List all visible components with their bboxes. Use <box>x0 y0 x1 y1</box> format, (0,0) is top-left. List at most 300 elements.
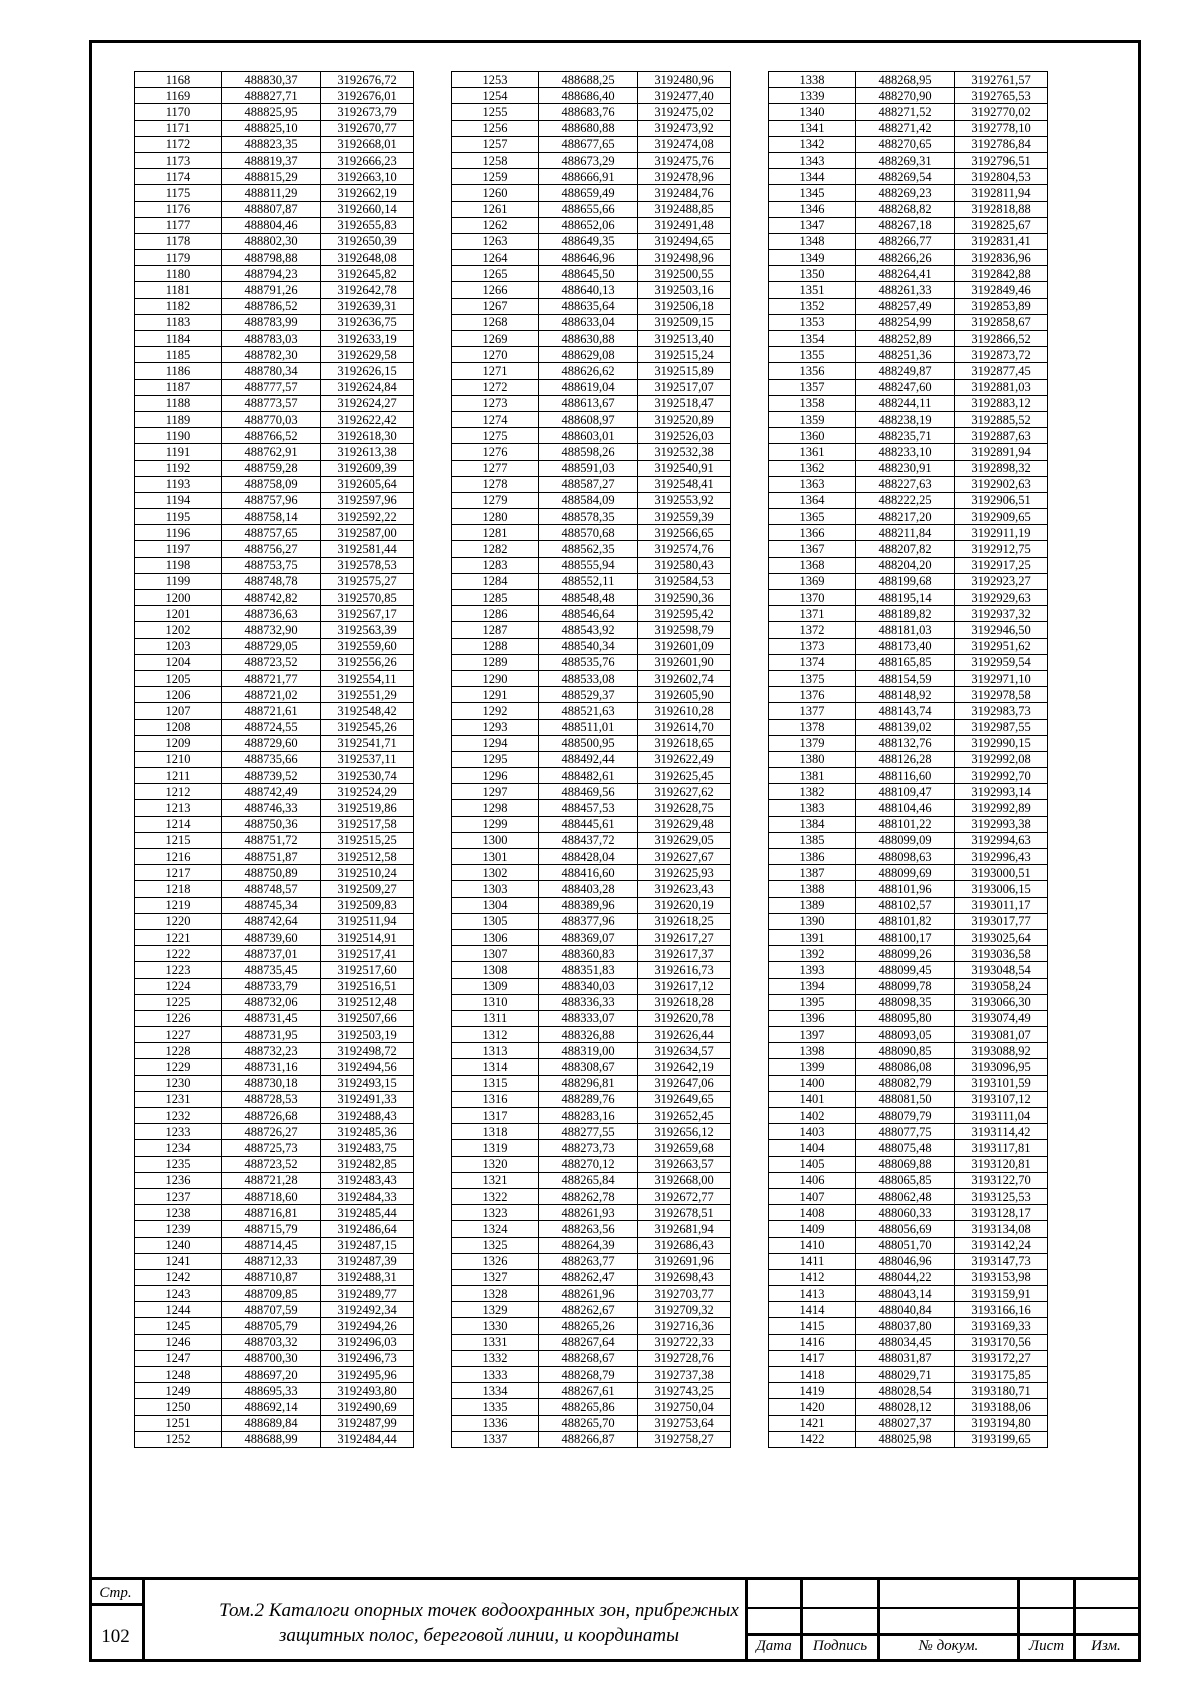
y-coordinate-cell: 3192722,33 <box>638 1334 731 1350</box>
y-coordinate-cell: 3192929,63 <box>955 590 1048 606</box>
table-row <box>769 590 1048 606</box>
y-coordinate-cell: 3192698,43 <box>638 1269 731 1285</box>
y-coordinate-cell: 3192634,57 <box>638 1043 731 1059</box>
y-coordinate-cell: 3192923,27 <box>955 573 1048 589</box>
point-number-cell: 1283 <box>452 557 539 573</box>
point-number-cell: 1269 <box>452 331 539 347</box>
point-number-cell: 1367 <box>769 541 856 557</box>
table-row <box>452 282 731 298</box>
x-coordinate-cell: 488748,78 <box>222 573 321 589</box>
y-coordinate-cell: 3192526,03 <box>638 428 731 444</box>
point-number-cell: 1278 <box>452 476 539 492</box>
y-coordinate-cell: 3192645,82 <box>321 266 414 282</box>
table-row <box>452 72 731 88</box>
y-coordinate-cell: 3192618,30 <box>321 428 414 444</box>
table-row <box>135 104 414 120</box>
document-title-line-1: Том.2 Каталоги опорных точек водоохранных зон, прибрежных <box>219 1600 739 1621</box>
point-number-cell: 1399 <box>769 1059 856 1075</box>
point-number-cell: 1284 <box>452 573 539 589</box>
table-row <box>135 1383 414 1399</box>
point-number-cell: 1397 <box>769 1027 856 1043</box>
table-row <box>452 978 731 994</box>
table-row <box>769 670 1048 686</box>
point-number-cell: 1419 <box>769 1383 856 1399</box>
y-coordinate-cell: 3192716,36 <box>638 1318 731 1334</box>
table-row <box>452 1350 731 1366</box>
table-row <box>135 1415 414 1431</box>
x-coordinate-cell: 488745,34 <box>222 897 321 913</box>
y-coordinate-cell: 3193147,73 <box>955 1253 1048 1269</box>
x-coordinate-cell: 488608,97 <box>539 411 638 427</box>
table-row <box>135 994 414 1010</box>
table-row <box>452 331 731 347</box>
table-row <box>769 994 1048 1010</box>
table-row <box>769 751 1048 767</box>
x-coordinate-cell: 488126,28 <box>856 751 955 767</box>
x-coordinate-cell: 488770,03 <box>222 411 321 427</box>
point-number-cell: 1199 <box>135 573 222 589</box>
y-coordinate-cell: 3192818,88 <box>955 201 1048 217</box>
y-coordinate-cell: 3192673,79 <box>321 104 414 120</box>
table-row <box>769 735 1048 751</box>
x-coordinate-cell: 488025,98 <box>856 1431 955 1447</box>
y-coordinate-cell: 3192516,51 <box>321 978 414 994</box>
table-row <box>135 363 414 379</box>
table-row <box>769 347 1048 363</box>
x-coordinate-cell: 488652,06 <box>539 217 638 233</box>
point-number-cell: 1383 <box>769 800 856 816</box>
x-coordinate-cell: 488482,61 <box>539 768 638 784</box>
point-number-cell: 1387 <box>769 865 856 881</box>
point-number-cell: 1246 <box>135 1334 222 1350</box>
table-row <box>135 768 414 784</box>
point-number-cell: 1279 <box>452 492 539 508</box>
point-number-cell: 1185 <box>135 347 222 363</box>
y-coordinate-cell: 3192825,67 <box>955 217 1048 233</box>
x-coordinate-cell: 488703,32 <box>222 1334 321 1350</box>
table-row <box>452 832 731 848</box>
point-number-cell: 1190 <box>135 428 222 444</box>
y-coordinate-cell: 3193011,17 <box>955 897 1048 913</box>
y-coordinate-cell: 3192605,64 <box>321 476 414 492</box>
point-number-cell: 1259 <box>452 169 539 185</box>
point-number-cell: 1184 <box>135 331 222 347</box>
y-coordinate-cell: 3192660,14 <box>321 201 414 217</box>
y-coordinate-cell: 3192494,65 <box>638 233 731 249</box>
y-coordinate-cell: 3192487,39 <box>321 1253 414 1269</box>
point-number-cell: 1312 <box>452 1027 539 1043</box>
y-coordinate-cell: 3192602,74 <box>638 670 731 686</box>
x-coordinate-cell: 488230,91 <box>856 460 955 476</box>
point-number-cell: 1211 <box>135 768 222 784</box>
x-coordinate-cell: 488264,41 <box>856 266 955 282</box>
y-coordinate-cell: 3192496,73 <box>321 1350 414 1366</box>
table-row <box>452 994 731 1010</box>
x-coordinate-cell: 488081,50 <box>856 1091 955 1107</box>
table-row <box>769 1399 1048 1415</box>
x-coordinate-cell: 488099,26 <box>856 946 955 962</box>
x-coordinate-cell: 488075,48 <box>856 1140 955 1156</box>
x-coordinate-cell: 488546,64 <box>539 606 638 622</box>
x-coordinate-cell: 488729,60 <box>222 735 321 751</box>
y-coordinate-cell: 3192512,58 <box>321 849 414 865</box>
table-row <box>135 881 414 897</box>
y-coordinate-cell: 3192627,62 <box>638 784 731 800</box>
table-row <box>769 1237 1048 1253</box>
x-coordinate-cell: 488578,35 <box>539 509 638 525</box>
table-row <box>769 217 1048 233</box>
table-row <box>452 298 731 314</box>
x-coordinate-cell: 488739,60 <box>222 929 321 945</box>
table-row <box>135 525 414 541</box>
x-coordinate-cell: 488233,10 <box>856 444 955 460</box>
point-number-cell: 1256 <box>452 120 539 136</box>
y-coordinate-cell: 3192487,99 <box>321 1415 414 1431</box>
table-row <box>135 557 414 573</box>
table-row <box>452 735 731 751</box>
table-row <box>135 962 414 978</box>
x-coordinate-cell: 488247,60 <box>856 379 955 395</box>
table-row <box>769 1415 1048 1431</box>
x-coordinate-cell: 488265,86 <box>539 1399 638 1415</box>
x-coordinate-cell: 488102,57 <box>856 897 955 913</box>
table-row <box>452 590 731 606</box>
y-coordinate-cell: 3192836,96 <box>955 250 1048 266</box>
y-coordinate-cell: 3192898,32 <box>955 460 1048 476</box>
x-coordinate-cell: 488723,52 <box>222 654 321 670</box>
point-number-cell: 1261 <box>452 201 539 217</box>
x-coordinate-cell: 488082,79 <box>856 1075 955 1091</box>
table-row <box>452 1367 731 1383</box>
y-coordinate-cell: 3192628,75 <box>638 800 731 816</box>
table-row <box>135 1188 414 1204</box>
x-coordinate-cell: 488758,09 <box>222 476 321 492</box>
y-coordinate-cell: 3192906,51 <box>955 492 1048 508</box>
table-row <box>769 1059 1048 1075</box>
y-coordinate-cell: 3192530,74 <box>321 768 414 784</box>
x-coordinate-cell: 488132,76 <box>856 735 955 751</box>
table-row <box>135 1108 414 1124</box>
x-coordinate-cell: 488709,85 <box>222 1286 321 1302</box>
y-coordinate-cell: 3192609,39 <box>321 460 414 476</box>
point-number-cell: 1218 <box>135 881 222 897</box>
x-coordinate-cell: 488469,56 <box>539 784 638 800</box>
table-row <box>452 136 731 152</box>
point-number-cell: 1370 <box>769 590 856 606</box>
y-coordinate-cell: 3192873,72 <box>955 347 1048 363</box>
x-coordinate-cell: 488109,47 <box>856 784 955 800</box>
point-number-cell: 1319 <box>452 1140 539 1156</box>
point-number-cell: 1382 <box>769 784 856 800</box>
point-number-cell: 1212 <box>135 784 222 800</box>
y-coordinate-cell: 3192541,71 <box>321 735 414 751</box>
y-coordinate-cell: 3192483,43 <box>321 1172 414 1188</box>
x-coordinate-cell: 488827,71 <box>222 88 321 104</box>
table-row <box>452 476 731 492</box>
point-number-cell: 1381 <box>769 768 856 784</box>
table-row <box>769 282 1048 298</box>
y-coordinate-cell: 3192581,44 <box>321 541 414 557</box>
table-row <box>135 849 414 865</box>
x-coordinate-cell: 488587,27 <box>539 476 638 492</box>
point-number-cell: 1290 <box>452 670 539 686</box>
y-coordinate-cell: 3192489,77 <box>321 1286 414 1302</box>
table-row <box>769 152 1048 168</box>
x-coordinate-cell: 488680,88 <box>539 120 638 136</box>
table-row <box>452 654 731 670</box>
table-row <box>452 492 731 508</box>
point-number-cell: 1394 <box>769 978 856 994</box>
table-row <box>135 784 414 800</box>
point-number-cell: 1413 <box>769 1286 856 1302</box>
grid-line-1 <box>745 1607 1138 1609</box>
point-number-cell: 1203 <box>135 638 222 654</box>
y-coordinate-cell: 3193036,58 <box>955 946 1048 962</box>
x-coordinate-cell: 488721,61 <box>222 703 321 719</box>
y-coordinate-cell: 3192642,19 <box>638 1059 731 1075</box>
document-title-line-2: защитных полос, береговой линии, и координаты <box>278 1625 679 1646</box>
x-coordinate-cell: 488037,80 <box>856 1318 955 1334</box>
point-number-cell: 1277 <box>452 460 539 476</box>
y-coordinate-cell: 3192567,17 <box>321 606 414 622</box>
y-coordinate-cell: 3192691,96 <box>638 1253 731 1269</box>
table-row <box>452 347 731 363</box>
y-coordinate-cell: 3192480,96 <box>638 72 731 88</box>
y-coordinate-cell: 3192881,03 <box>955 379 1048 395</box>
table-row <box>452 428 731 444</box>
table-row <box>135 136 414 152</box>
x-coordinate-cell: 488308,67 <box>539 1059 638 1075</box>
x-coordinate-cell: 488683,76 <box>539 104 638 120</box>
point-number-cell: 1369 <box>769 573 856 589</box>
y-coordinate-cell: 3192601,09 <box>638 638 731 654</box>
table-row <box>135 233 414 249</box>
point-number-cell: 1216 <box>135 849 222 865</box>
x-coordinate-cell: 488548,48 <box>539 590 638 606</box>
y-coordinate-cell: 3192518,47 <box>638 395 731 411</box>
y-coordinate-cell: 3193166,16 <box>955 1302 1048 1318</box>
point-number-cell: 1286 <box>452 606 539 622</box>
point-number-cell: 1373 <box>769 638 856 654</box>
table-row <box>452 913 731 929</box>
y-coordinate-cell: 3192491,33 <box>321 1091 414 1107</box>
table-row <box>135 1286 414 1302</box>
y-coordinate-cell: 3192627,67 <box>638 849 731 865</box>
point-number-cell: 1264 <box>452 250 539 266</box>
point-number-cell: 1305 <box>452 913 539 929</box>
x-coordinate-cell: 488099,09 <box>856 832 955 848</box>
point-number-cell: 1377 <box>769 703 856 719</box>
x-coordinate-cell: 488086,08 <box>856 1059 955 1075</box>
point-number-cell: 1388 <box>769 881 856 897</box>
y-coordinate-cell: 3192626,44 <box>638 1027 731 1043</box>
point-number-cell: 1360 <box>769 428 856 444</box>
table-row <box>452 1156 731 1172</box>
x-coordinate-cell: 488389,96 <box>539 897 638 913</box>
x-coordinate-cell: 488148,92 <box>856 687 955 703</box>
table-row <box>769 88 1048 104</box>
x-coordinate-cell: 488630,88 <box>539 331 638 347</box>
point-number-cell: 1168 <box>135 72 222 88</box>
y-coordinate-cell: 3192618,65 <box>638 735 731 751</box>
x-coordinate-cell: 488750,36 <box>222 816 321 832</box>
y-coordinate-cell: 3192620,78 <box>638 1010 731 1026</box>
y-coordinate-cell: 3192877,45 <box>955 363 1048 379</box>
x-coordinate-cell: 488786,52 <box>222 298 321 314</box>
y-coordinate-cell: 3192978,58 <box>955 687 1048 703</box>
table-row <box>769 1075 1048 1091</box>
point-number-cell: 1338 <box>769 72 856 88</box>
table-row <box>769 1140 1048 1156</box>
y-coordinate-cell: 3192629,48 <box>638 816 731 832</box>
y-coordinate-cell: 3192487,15 <box>321 1237 414 1253</box>
y-coordinate-cell: 3192811,94 <box>955 185 1048 201</box>
x-coordinate-cell: 488746,33 <box>222 800 321 816</box>
y-coordinate-cell: 3193159,91 <box>955 1286 1048 1302</box>
table-row <box>452 557 731 573</box>
y-coordinate-cell: 3192670,77 <box>321 120 414 136</box>
y-coordinate-cell: 3192659,68 <box>638 1140 731 1156</box>
x-coordinate-cell: 488811,29 <box>222 185 321 201</box>
point-number-cell: 1380 <box>769 751 856 767</box>
x-coordinate-cell: 488535,76 <box>539 654 638 670</box>
x-coordinate-cell: 488533,08 <box>539 670 638 686</box>
table-row <box>769 201 1048 217</box>
x-coordinate-cell: 488773,57 <box>222 395 321 411</box>
y-coordinate-cell: 3192507,66 <box>321 1010 414 1026</box>
y-coordinate-cell: 3192662,19 <box>321 185 414 201</box>
x-coordinate-cell: 488090,85 <box>856 1043 955 1059</box>
point-number-cell: 1175 <box>135 185 222 201</box>
x-coordinate-cell: 488529,37 <box>539 687 638 703</box>
x-coordinate-cell: 488700,30 <box>222 1350 321 1366</box>
y-coordinate-cell: 3192554,11 <box>321 670 414 686</box>
x-coordinate-cell: 488263,56 <box>539 1221 638 1237</box>
x-coordinate-cell: 488266,26 <box>856 250 955 266</box>
point-number-cell: 1233 <box>135 1124 222 1140</box>
y-coordinate-cell: 3192761,57 <box>955 72 1048 88</box>
x-coordinate-cell: 488584,09 <box>539 492 638 508</box>
y-coordinate-cell: 3192488,85 <box>638 201 731 217</box>
y-coordinate-cell: 3192858,67 <box>955 314 1048 330</box>
x-coordinate-cell: 488265,26 <box>539 1318 638 1334</box>
y-coordinate-cell: 3192639,31 <box>321 298 414 314</box>
point-number-cell: 1313 <box>452 1043 539 1059</box>
y-coordinate-cell: 3192590,36 <box>638 590 731 606</box>
y-coordinate-cell: 3192597,96 <box>321 492 414 508</box>
y-coordinate-cell: 3192796,51 <box>955 152 1048 168</box>
point-number-cell: 1345 <box>769 185 856 201</box>
y-coordinate-cell: 3192678,51 <box>638 1205 731 1221</box>
coordinates-table-1 <box>134 71 414 1448</box>
x-coordinate-cell: 488264,39 <box>539 1237 638 1253</box>
table-row <box>769 978 1048 994</box>
x-coordinate-cell: 488804,46 <box>222 217 321 233</box>
x-coordinate-cell: 488154,59 <box>856 670 955 686</box>
x-coordinate-cell: 488211,84 <box>856 525 955 541</box>
point-number-cell: 1349 <box>769 250 856 266</box>
x-coordinate-cell: 488825,10 <box>222 120 321 136</box>
table-row <box>769 1302 1048 1318</box>
x-coordinate-cell: 488101,22 <box>856 816 955 832</box>
point-number-cell: 1359 <box>769 411 856 427</box>
y-coordinate-cell: 3192912,75 <box>955 541 1048 557</box>
point-number-cell: 1241 <box>135 1253 222 1269</box>
table-row <box>769 509 1048 525</box>
x-coordinate-cell: 488351,83 <box>539 962 638 978</box>
point-number-cell: 1354 <box>769 331 856 347</box>
y-coordinate-cell: 3192493,15 <box>321 1075 414 1091</box>
table-row <box>452 687 731 703</box>
x-coordinate-cell: 488635,64 <box>539 298 638 314</box>
point-number-cell: 1231 <box>135 1091 222 1107</box>
point-number-cell: 1308 <box>452 962 539 978</box>
x-coordinate-cell: 488735,45 <box>222 962 321 978</box>
point-number-cell: 1420 <box>769 1399 856 1415</box>
x-coordinate-cell: 488437,72 <box>539 832 638 848</box>
point-number-cell: 1172 <box>135 136 222 152</box>
point-number-cell: 1389 <box>769 897 856 913</box>
point-number-cell: 1232 <box>135 1108 222 1124</box>
x-coordinate-cell: 488794,23 <box>222 266 321 282</box>
point-number-cell: 1353 <box>769 314 856 330</box>
point-number-cell: 1405 <box>769 1156 856 1172</box>
point-number-cell: 1336 <box>452 1415 539 1431</box>
table-row <box>135 929 414 945</box>
x-coordinate-cell: 488695,33 <box>222 1383 321 1399</box>
x-coordinate-cell: 488062,48 <box>856 1188 955 1204</box>
table-row <box>452 946 731 962</box>
x-coordinate-cell: 488807,87 <box>222 201 321 217</box>
x-coordinate-cell: 488739,52 <box>222 768 321 784</box>
table-row <box>769 800 1048 816</box>
table-row <box>769 1010 1048 1026</box>
y-coordinate-cell: 3192987,55 <box>955 719 1048 735</box>
table-row <box>135 735 414 751</box>
coordinates-table-3 <box>768 71 1048 1448</box>
point-number-cell: 1297 <box>452 784 539 800</box>
table-row <box>135 1367 414 1383</box>
point-number-cell: 1421 <box>769 1415 856 1431</box>
point-number-cell: 1222 <box>135 946 222 962</box>
x-coordinate-cell: 488093,05 <box>856 1027 955 1043</box>
table-row <box>452 1027 731 1043</box>
point-number-cell: 1183 <box>135 314 222 330</box>
x-coordinate-cell: 488027,37 <box>856 1415 955 1431</box>
table-row <box>769 72 1048 88</box>
table-row <box>452 1108 731 1124</box>
point-number-cell: 1294 <box>452 735 539 751</box>
table-row <box>135 201 414 217</box>
y-coordinate-cell: 3192559,39 <box>638 509 731 525</box>
y-coordinate-cell: 3192595,42 <box>638 606 731 622</box>
point-number-cell: 1217 <box>135 865 222 881</box>
y-coordinate-cell: 3192804,53 <box>955 169 1048 185</box>
x-coordinate-cell: 488712,33 <box>222 1253 321 1269</box>
y-coordinate-cell: 3193172,27 <box>955 1350 1048 1366</box>
x-coordinate-cell: 488319,00 <box>539 1043 638 1059</box>
table-row <box>452 638 731 654</box>
y-coordinate-cell: 3192672,77 <box>638 1188 731 1204</box>
point-number-cell: 1327 <box>452 1269 539 1285</box>
point-number-cell: 1200 <box>135 590 222 606</box>
y-coordinate-cell: 3192511,94 <box>321 913 414 929</box>
table-row <box>135 492 414 508</box>
table-row <box>135 428 414 444</box>
point-number-cell: 1295 <box>452 751 539 767</box>
y-coordinate-cell: 3192491,48 <box>638 217 731 233</box>
table-row <box>135 638 414 654</box>
